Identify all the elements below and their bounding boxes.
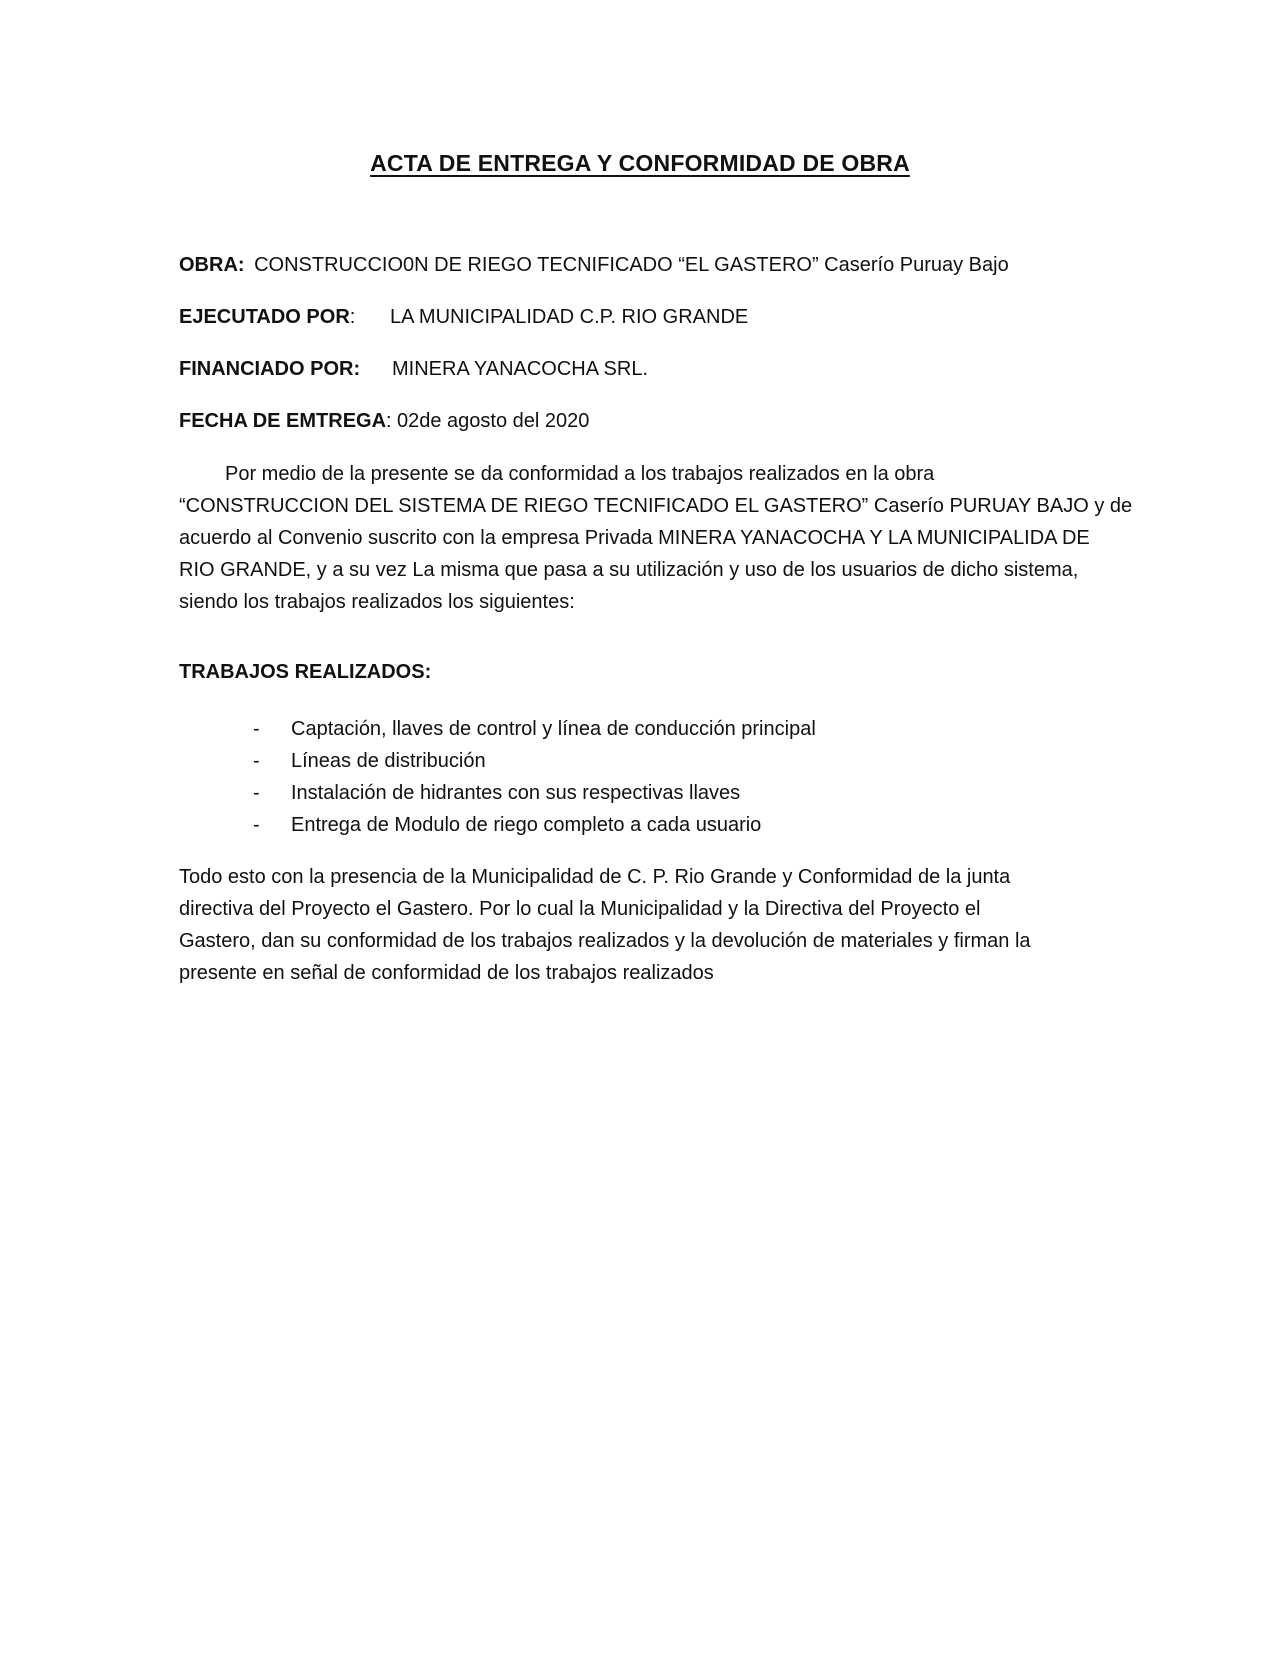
field-obra (179, 254, 1009, 277)
field-ejecutado-value: LA MUNICIPALIDAD C.P. RIO GRANDE (390, 306, 749, 328)
field-financiado-value: MINERA YANACOCHA SRL. (392, 358, 648, 380)
list-item (253, 713, 816, 745)
works-list (253, 713, 816, 841)
list-item (253, 777, 816, 809)
list-item (253, 745, 816, 777)
list-item-text: Entrega de Modulo de riego completo a cada usuario (291, 814, 762, 836)
list-item (253, 809, 816, 841)
field-fecha-colon: : (386, 410, 392, 432)
field-ejecutado (179, 306, 749, 329)
document-title: ACTA DE ENTREGA Y CONFORMIDAD DE OBRA (370, 150, 910, 176)
closing-line: directiva del Proyecto el Gastero. Por lo cual la Municipalidad y la Directiva del Proyecto el (179, 898, 981, 920)
intro-line: siendo los trabajos realizados los siguientes: (179, 591, 575, 613)
field-financiado-label: FINANCIADO POR: (179, 358, 361, 380)
field-financiado (179, 358, 648, 381)
intro-line: acuerdo al Convenio suscrito con la empresa Privada MINERA YANACOCHA Y LA MUNICIPALIDA DE (179, 527, 1090, 549)
works-heading: TRABAJOS REALIZADOS: (179, 661, 432, 683)
field-fecha (179, 410, 590, 433)
list-item-text: Instalación de hidrantes con sus respectivas llaves (291, 782, 741, 804)
field-obra-label: OBRA: (179, 254, 245, 276)
list-bullet: - (253, 750, 260, 772)
list-bullet: - (253, 782, 260, 804)
list-bullet: - (253, 718, 260, 740)
intro-line: “CONSTRUCCION DEL SISTEMA DE RIEGO TECNIFICADO EL GASTERO” Caserío PURUAY BAJO y de (179, 495, 1133, 517)
intro-line: Por medio de la presente se da conformidad a los trabajos realizados en la obra (225, 463, 935, 485)
closing-line: Gastero, dan su conformidad de los trabajos realizados y la devolución de materiales y firman la (179, 930, 1031, 952)
list-item-text: Líneas de distribución (291, 750, 486, 772)
field-fecha-value: 02de agosto del 2020 (397, 410, 590, 432)
intro-paragraph (179, 458, 1133, 618)
field-fecha-label: FECHA DE EMTREGA (179, 410, 387, 432)
intro-line: RIO GRANDE, y a su vez La misma que pasa a su utilización y uso de los usuarios de dicho sistema, (179, 559, 1079, 581)
field-obra-value: CONSTRUCCIO0N DE RIEGO TECNIFICADO “EL GASTERO” Caserío Puruay Bajo (254, 254, 1009, 276)
field-ejecutado-label: EJECUTADO POR (179, 306, 350, 328)
closing-paragraph (179, 861, 1099, 989)
field-ejecutado-colon: : (349, 306, 356, 328)
list-item-text: Captación, llaves de control y línea de conducción principal (291, 718, 816, 740)
list-bullet: - (253, 814, 260, 836)
closing-line: Todo esto con la presencia de la Municipalidad de C. P. Rio Grande y Conformidad de la junta (179, 866, 1011, 888)
closing-line: presente en señal de conformidad de los trabajos realizados (179, 962, 714, 984)
